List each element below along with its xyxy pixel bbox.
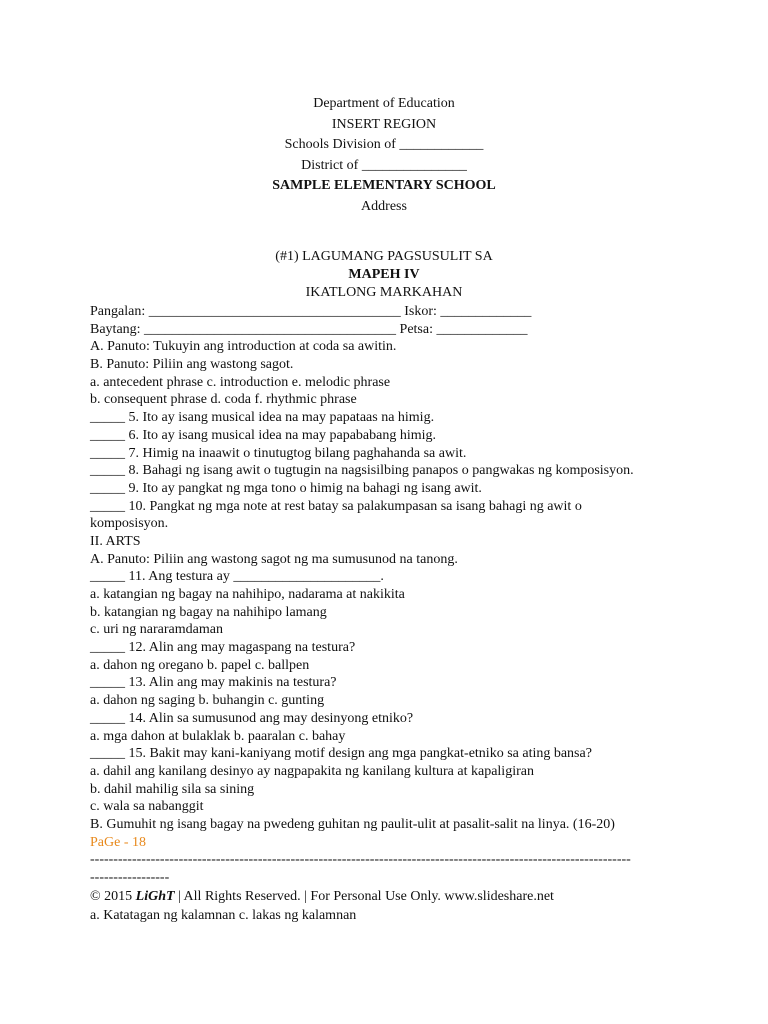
- question-10-cont: komposisyon.: [90, 516, 169, 532]
- test-body: [90, 303, 690, 924]
- name-score-line: Pangalan: ____________________________________ Iskor: _____________: [90, 304, 532, 319]
- question-15: _____ 15. Bakit may kani-kaniyang motif design ang mga pangkat-etniko sa ating bansa?: [90, 746, 592, 762]
- choices-line-2: b. consequent phrase d. coda f. rhythmic phrase: [90, 392, 357, 408]
- copyright-line: [90, 887, 690, 907]
- trailing-choices-line: a. Katatagan ng kalamnan c. lakas ng kalamnan: [90, 907, 357, 923]
- question-10: _____ 10. Pangkat ng mga note at rest batay sa palakumpasan sa isang bahagi ng awit o: [90, 498, 582, 514]
- question-12: _____ 12. Alin ang may magaspang na testura?: [90, 640, 356, 656]
- page-number: PaGe - 18: [90, 834, 146, 850]
- choices-line-1: a. antecedent phrase c. introduction e. melodic phrase: [90, 374, 391, 390]
- question-14-choices: a. mga dahon at bulaklak b. paaralan c. bahay: [90, 728, 346, 744]
- district-line: District of _______________: [301, 157, 467, 173]
- question-7: _____ 7. Himig na inaawit o tinutugtog bilang paghahanda sa awit.: [90, 445, 467, 461]
- question-11: _____ 11. Ang testura ay _____________________.: [90, 569, 384, 585]
- arts-instruction-b: B. Gumuhit ng isang bagay na pwedeng guhitan ng paulit-ulit at pasalit-salit na linya. (16-20): [90, 816, 615, 832]
- test-title: (#1) LAGUMANG PAGSUSULIT SA: [275, 249, 493, 264]
- question-11-choice-c: c. uri ng nararamdaman: [90, 622, 223, 638]
- address-line: Address: [361, 198, 407, 214]
- separator-line-1: --------------------------------------------------------------------------------------------------------------------: [90, 852, 631, 868]
- division-line: Schools Division of ____________: [284, 137, 484, 152]
- copyright-text: | All Rights Reserved. | For Personal Use Only. www.slideshare.net: [174, 888, 554, 904]
- test-title-block: [0, 248, 768, 302]
- question-11-choice-a: a. katangian ng bagay na nahihipo, nadarama at nakikita: [90, 587, 405, 602]
- question-15-choice-a: a. dahil ang kanilang desinyo ay nagpapakita ng kanilang kultura at kapaligiran: [90, 763, 534, 779]
- question-13: _____ 13. Alin ang may makinis na testura?: [90, 675, 337, 691]
- grade-date-line: Baytang: ____________________________________ Petsa: _____________: [90, 321, 528, 337]
- quarter-title: IKATLONG MARKAHAN: [305, 285, 463, 300]
- question-13-choices: a. dahon ng saging b. buhangin c. gunting: [90, 693, 325, 709]
- instruction-b: B. Panuto: Piliin ang wastong sagot.: [90, 357, 294, 373]
- school-header: [0, 94, 768, 217]
- question-8: _____ 8. Bahagi ng isang awit o tugtugin na nagsisilbing panapos o pangwakas ng komposisyon.: [90, 463, 634, 479]
- arts-instruction-a: A. Panuto: Piliin ang wastong sagot ng ma sumusunod na tanong.: [90, 551, 458, 567]
- department-line: Department of Education: [313, 96, 455, 111]
- question-11-choice-b: b. katangian ng bagay na nahihipo lamang: [90, 604, 327, 620]
- question-15-choice-c: c. wala sa nabanggit: [90, 799, 204, 815]
- question-15-choice-b: b. dahil mahilig sila sa sining: [90, 781, 255, 797]
- region-line: INSERT REGION: [331, 116, 437, 132]
- question-5: _____ 5. Ito ay isang musical idea na may papataas na himig.: [90, 410, 435, 426]
- copyright-icon: ©: [90, 888, 101, 904]
- brand-name: LiGhT: [135, 888, 175, 904]
- instruction-a: A. Panuto: Tukuyin ang introduction at coda sa awitin.: [90, 339, 397, 355]
- copyright-year: 2015: [100, 888, 136, 904]
- school-name: SAMPLE ELEMENTARY SCHOOL: [272, 178, 496, 193]
- question-12-choices: a. dahon ng oregano b. papel c. ballpen: [90, 657, 310, 673]
- question-9: _____ 9. Ito ay pangkat ng mga tono o himig na bahagi ng isang awit.: [90, 480, 482, 496]
- separator-line-2: -----------------: [90, 870, 170, 885]
- question-14: _____ 14. Alin sa sumusunod ang may desinyong etniko?: [90, 710, 414, 726]
- question-6: _____ 6. Ito ay isang musical idea na may papababang himig.: [90, 427, 437, 443]
- section-arts: II. ARTS: [90, 533, 141, 549]
- subject-title: MAPEH IV: [348, 267, 420, 282]
